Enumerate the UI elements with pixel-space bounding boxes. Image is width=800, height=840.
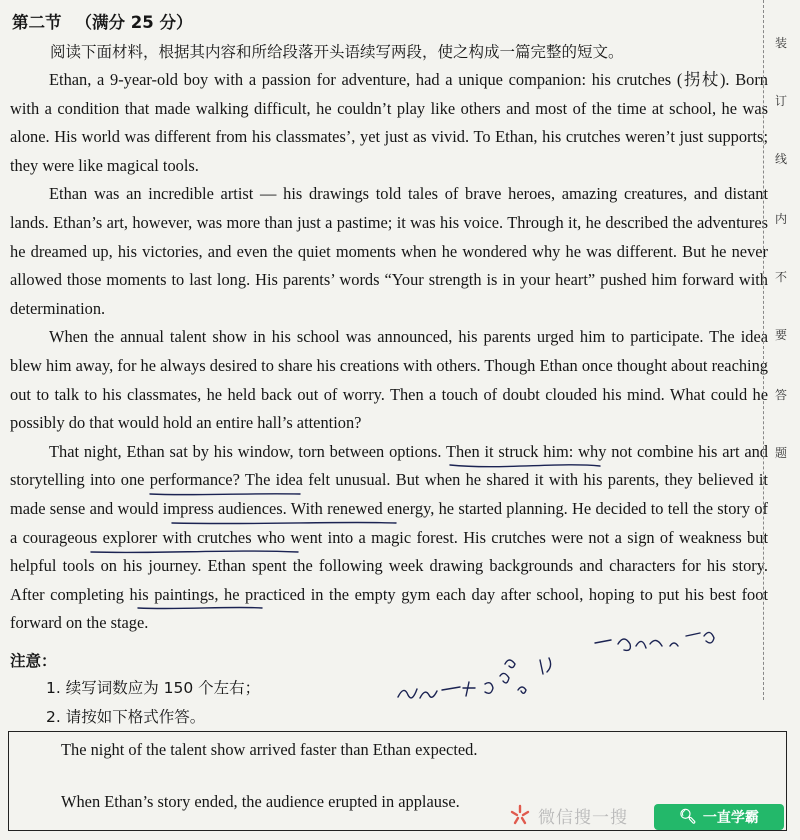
watermark-badge (654, 804, 784, 830)
binding-char: 题 (774, 446, 787, 460)
passage-paragraph: Ethan was an incredible artist — his drawings told tales of brave heroes, amazing creatures, and distant lands. Ethan’s art, however, was more than just a pastime; it was his voice. Through it, he described the adventures he dreamed up, his victories, and even the quiet moments when he wondered why he was different. But he never allowed those moments to last long. His parents’ words “Your strength is in your heart” pushed him forward with determination. (10, 184, 768, 318)
binding-char: 答 (774, 388, 787, 402)
passage-paragraph: That night, Ethan sat by his window, torn between options. Then it struck him: why not combine his art and storytelling into one performance? The idea felt unusual. But when he shared it with his parents, they believed it made sense and would impress audiences. With renewed energy, he started planning. He decided to tell the story of a courageous explorer with crutches who went into a magic forest. His crutches were not a sign of weakness but helpful tools on his journey. Ethan spent the following week drawing backgrounds and characters for his story. After completing his paintings, he practiced in the empty gym each day after school, hoping to put his best foot forward on the stage. (10, 441, 768, 633)
binding-char: 要 (774, 328, 787, 342)
binding-char: 内 (774, 212, 787, 226)
note-item: 1. 续写词数应为 150 个左右； (46, 679, 261, 697)
underline-mark (138, 607, 262, 608)
underline-mark (172, 522, 396, 523)
notes-title: 注意： (10, 652, 57, 670)
paragraph-opening-2: When Ethan’s story ended, the audience erupted in applause. (61, 792, 460, 811)
note-item: 2. 请按如下格式作答。 (46, 708, 206, 726)
binding-char: 订 (774, 94, 787, 108)
section-title: 第二节 (12, 13, 62, 32)
section-score: （满分 25 分） (75, 13, 193, 32)
search-icon: 🔍︎ (679, 809, 697, 825)
underline-mark (150, 494, 300, 495)
handwritten-note (398, 632, 714, 698)
paragraph-opening-1: The night of the talent show arrived faster than Ethan expected. (61, 740, 478, 759)
binding-char: 装 (774, 36, 787, 50)
wechat-search-icon (508, 803, 532, 827)
instruction-text: 阅读下面材料，根据其内容和所给段落开头语续写两段，使之构成一篇完整的短文。 (50, 43, 624, 61)
binding-char: 线 (774, 152, 787, 166)
binding-char: 不 (774, 270, 787, 284)
watermark-badge-label: 一直学霸 (702, 810, 759, 826)
watermark-text: 微信搜一搜 (538, 807, 628, 828)
watermark (508, 800, 628, 830)
underline-mark (450, 465, 600, 467)
passage-paragraph: When the annual talent show in his school was announced, his parents urged him to participate. The idea blew him away, for he always desired to share his creations with others. Though Ethan once thought about reaching out to talk to his classmates, he held back out of worry. Then a touch of doubt clouded his mind. What could he possibly do that would hold an entire hall’s attention? (10, 327, 768, 433)
passage-paragraph: Ethan, a 9-year-old boy with a passion for adventure, had a unique companion: his crutches (拐杖). Born with a condition that made walking difficult, he couldn’t play like others and most of the time at school, he was alone. His world was different from his classmates’, yet just as vivid. To Ethan, his crutches weren’t just supports; they were like magical tools. (10, 70, 768, 175)
underline-mark (91, 551, 298, 552)
